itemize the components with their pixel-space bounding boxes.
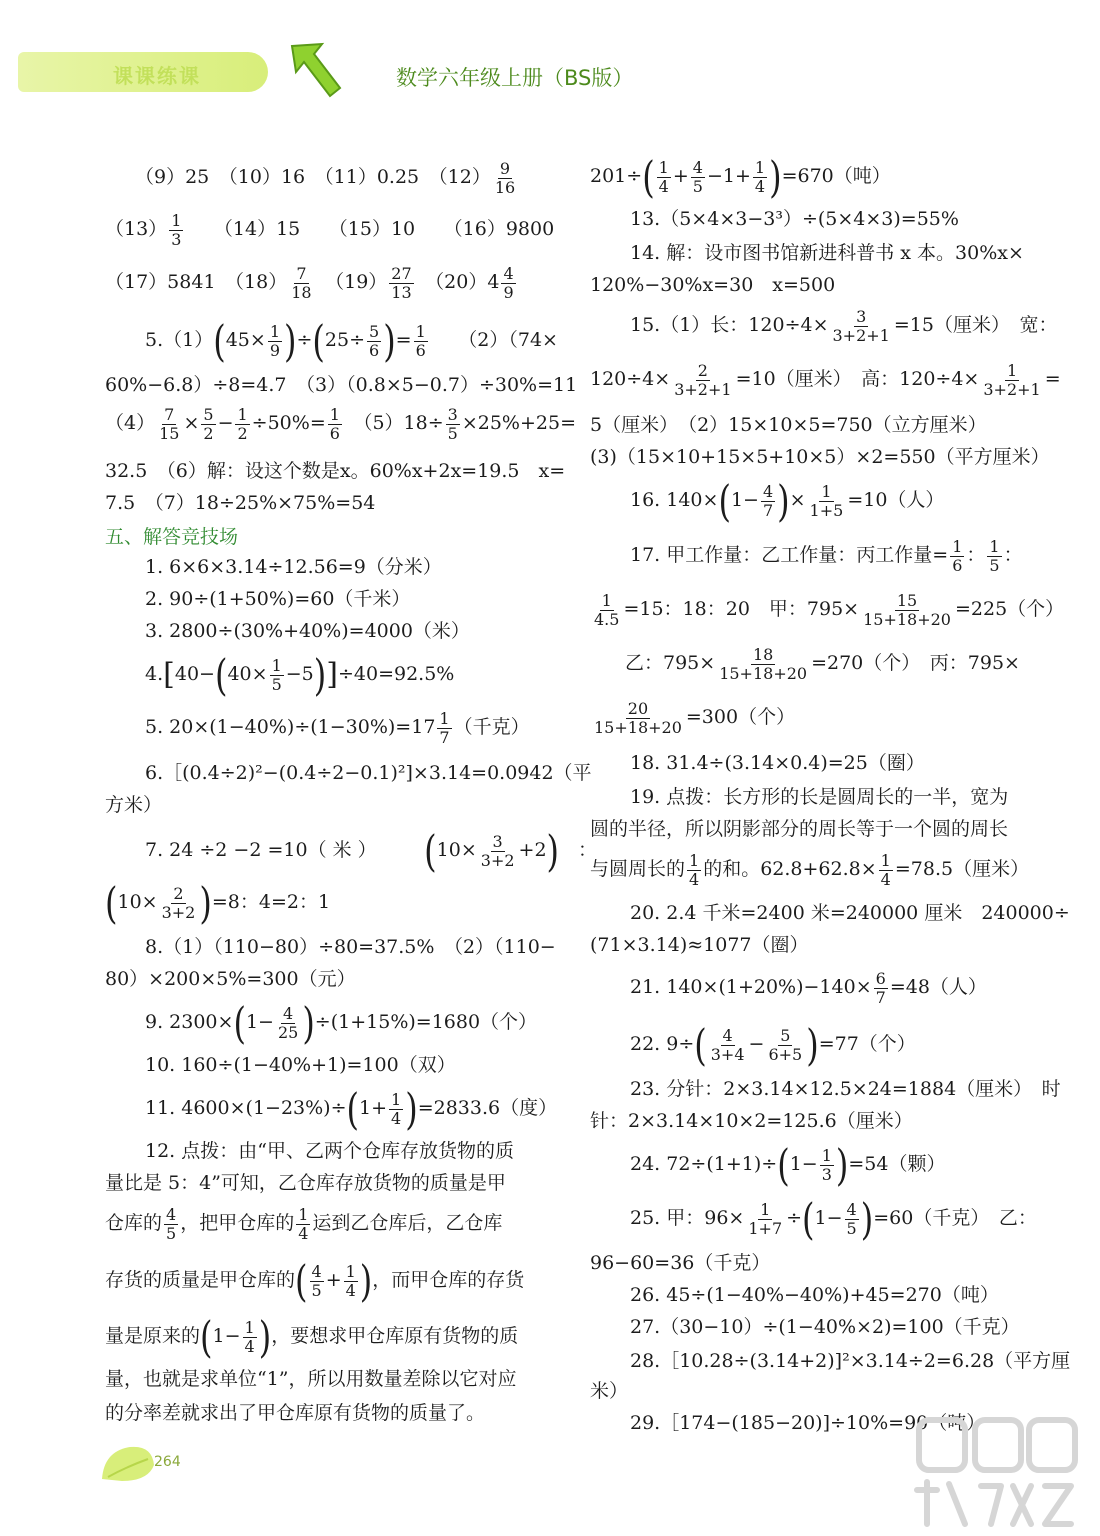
solution-11: 11. 4600×(1−23%)÷(1+ $\frac{1}{4}$ )=2833.6（度） <box>145 1083 558 1135</box>
fraction: $\frac{27}{13}$ <box>391 264 412 302</box>
solution-19-line-3: 与圆周长的 $\frac{1}{4}$ 的和。62.8+62.8× $\frac{1}{4}$ =78.5（厘米） <box>590 851 1030 889</box>
solution-8-cont: 80）×200×5%=300（元） <box>105 968 356 990</box>
solution-6-cont: 方米） <box>105 794 163 816</box>
solution-5: 5. 20×(1−40%)÷(1−30%)=17 $\frac{1}{7}$ （千克） <box>145 709 530 747</box>
solution-14-cont: 120%−30%x=30 x=500 <box>590 274 836 296</box>
fraction: $\frac{7}{18}$ <box>291 264 312 302</box>
answer-5-line-5: 7.5 （7）18÷25%×75%=54 <box>105 492 376 514</box>
solution-25-cont: 96−60=36（千克） <box>590 1252 771 1274</box>
watermark-logo-icon <box>905 1406 1085 1531</box>
solution-29: 29.［174−(185−20)]÷10%=90（吨） <box>630 1412 986 1434</box>
solution-12-line-5: 量是原来的(1− $\frac{1}{4}$ )，要想求甲仓库原有货物的质 <box>105 1311 519 1363</box>
solution-22: 22. 9÷( $\frac{4}{3+4}$ − $\frac{5}{6+5}$ )=77（个） <box>630 1019 916 1071</box>
solution-25: 25. 甲：96× $\frac{1}{1+7}$ ÷(1− $\frac{4}{5}$ )=60（千克） 乙： <box>630 1193 1037 1245</box>
solution-21: 21. 140×(1+20%)−140× $\frac{6}{7}$ =48（人） <box>630 969 987 1007</box>
solution-26: 26. 45÷(1−40%−40%)+45=270（吨） <box>630 1284 999 1306</box>
answer-5-part-1: 5.（1）(45× $\frac{1}{9}$ )÷(25÷ $\frac{5}{6}$ )= $\frac{1}{6}$ （2）（74× <box>145 315 558 367</box>
book-title: 数学六年级上册（BS版） <box>396 66 634 90</box>
solution-17-line-1: 17. 甲工作量：乙工作量：丙工作量= $\frac{1}{6}$ ： $\frac{1}{5}$ ： <box>630 537 1023 575</box>
solution-19-line-2: 圆的半径，所以阴影部分的周长等于一个圆的周长 <box>590 818 1009 840</box>
solution-12-line-2: 量比是 5：4”可知，乙仓库存放货物的质量是甲 <box>105 1172 506 1194</box>
answer-5-line-2: 60%−6.8）÷8=4.7 （3）（0.8×5−0.7）÷30%=11 <box>105 374 578 396</box>
solution-17-line-4: $\frac{20}{15+18+20}$ =300（个） <box>594 699 796 737</box>
solution-12-line-1: 12. 点拨：由“甲、乙两个仓库存放货物的质 <box>145 1140 514 1162</box>
solution-12-line-7: 的分率差就求出了甲仓库原有货物的质量了。 <box>105 1402 486 1424</box>
solution-13: 13.（5×4×3−3³）÷(5×4×3)=55% <box>630 208 959 230</box>
section-title: 五、解答竞技场 <box>105 526 239 548</box>
solution-8: 8.（1）（110−80）÷80=37.5% （2）（110− <box>145 936 556 958</box>
solution-7: 7. 24 ÷2 −2 =10（ 米 ） (10× $\frac{3}{3+2}$ +2) ： <box>145 825 598 877</box>
solution-17-line-2: $\frac{1}{4.5}$ =15：18：20 甲：795× $\frac{15}{15+18+20}$ =225（个） <box>594 591 1065 629</box>
solution-20-cont: (71×3.14)≈1077（圈） <box>590 934 809 956</box>
page-number: 264 <box>154 1454 181 1470</box>
answer-row-13-16: （13） $\frac{1}{3}$ （14）15 （15）10 （16）9800 <box>105 211 555 249</box>
series-label: 课课练课 <box>113 64 201 88</box>
solution-3: 3. 2800÷(30%+40%)=4000（米） <box>145 620 470 642</box>
header-series-bar <box>18 52 268 92</box>
solution-15-line-3: 5（厘米） （2）15×10×5=750（立方厘米） <box>590 414 987 436</box>
solution-15-line-2: 120÷4× $\frac{2}{3+2+1}$ =10（厘米） 高：120÷4× $\frac{1}{3+2+1}$ = <box>590 361 1061 399</box>
solution-17-line-3: 乙：795× $\frac{18}{15+18+20}$ =270（个） 丙：795× <box>625 645 1020 683</box>
solution-20: 20. 2.4 千米=2400 米=240000 厘米 240000÷ <box>630 902 1070 924</box>
answer-5-part-4: （4） $\frac{7}{15}$ × $\frac{5}{2}$ − $\frac{1}{2}$ ÷50%= $\frac{1}{6}$ （5）18÷ $\frac{3}{5}$ ×25%+25= <box>105 405 576 443</box>
fraction: $\frac{9}{16}$ <box>494 159 516 197</box>
arrow-icon <box>288 40 344 100</box>
fraction: $\frac{1}{3}$ <box>171 211 182 249</box>
solution-14: 14. 解：设市图书馆新进科普书 x 本。30%x× <box>630 242 1024 264</box>
solution-24: 24. 72÷(1+1)÷(1− $\frac{1}{3}$ )=54（颗） <box>630 1139 946 1191</box>
answer-5-line-4: 32.5 （6）解：设这个数是x。60%x+2x=19.5 x= <box>105 460 566 482</box>
solution-12-result: 201÷( $\frac{1}{4}$ + $\frac{4}{5}$ −1+ $\frac{1}{4}$ )=670（吨） <box>590 151 891 203</box>
solution-15-line-1: 15.（1）长：120÷4× $\frac{3}{3+2+1}$ =15（厘米） 宽： <box>630 307 1058 345</box>
solution-15-line-4: (3)（15×10+15×5+10×5）×2=550（平方厘米） <box>590 446 1050 468</box>
solution-12-line-3: 仓库的 $\frac{4}{5}$ ，把甲仓库的 $\frac{1}{4}$ 运到乙仓库后，乙仓库 <box>105 1205 503 1243</box>
solution-28: 28.［10.28÷(3.14+2)]²×3.14÷2=6.28（平方厘 <box>630 1350 1071 1372</box>
solution-9: 9. 2300×(1− $\frac{4}{25}$ )÷(1+15%)=1680（个） <box>145 997 538 1049</box>
solution-23: 23. 分针：2×3.14×12.5×24=1884（厘米） 时 <box>630 1078 1061 1100</box>
solution-28-cont: 米） <box>590 1380 629 1402</box>
solution-7-cont: (10× $\frac{2}{3+2}$ )=8：4=2：1 <box>105 877 331 929</box>
solution-19-line-1: 19. 点拨：长方形的长是圆周长的一半，宽为 <box>630 786 1009 808</box>
solution-18: 18. 31.4÷(3.14×0.4)=25（圈） <box>630 752 925 774</box>
solution-1: 1. 6×6×3.14÷12.56=9（分米） <box>145 556 442 578</box>
answer-row-9-12: （9）25 （10）16 （11）0.25 （12） $\frac{9}{16}$ <box>135 159 516 197</box>
leaf-icon <box>98 1441 158 1485</box>
solution-23-cont: 针：2×3.14×10×2=125.6（厘米） <box>590 1110 913 1132</box>
fraction: $\frac{4}{9}$ <box>503 264 514 302</box>
solution-2: 2. 90÷(1+50%)=60（千米） <box>145 588 411 610</box>
solution-4: 4.[40−(40× $\frac{1}{5}$ −5)]÷40=92.5% <box>145 649 455 701</box>
solution-27: 27.（30−10）÷(1−40%×2)=100（千克） <box>630 1316 1020 1338</box>
solution-12-line-6: 量，也就是求单位“1”，所以用数量差除以它对应 <box>105 1368 517 1390</box>
solution-10: 10. 160÷(1−40%+1)=100（双） <box>145 1054 456 1076</box>
answer-row-17-20: （17）5841 （18） $\frac{7}{18}$ （19） $\frac{27}{13}$ （20）4 $\frac{4}{9}$ <box>105 264 514 302</box>
solution-6: 6.［(0.4÷2)²−(0.4÷2−0.1)²]×3.14=0.0942（平 <box>145 762 592 784</box>
solution-16: 16. 140×(1− $\frac{4}{7}$ )× $\frac{1}{1+5}$ =10（人） <box>630 475 945 527</box>
solution-12-line-4: 存货的质量是甲仓库的( $\frac{4}{5}$ + $\frac{1}{4}$ )，而甲仓库的存货 <box>105 1255 525 1307</box>
